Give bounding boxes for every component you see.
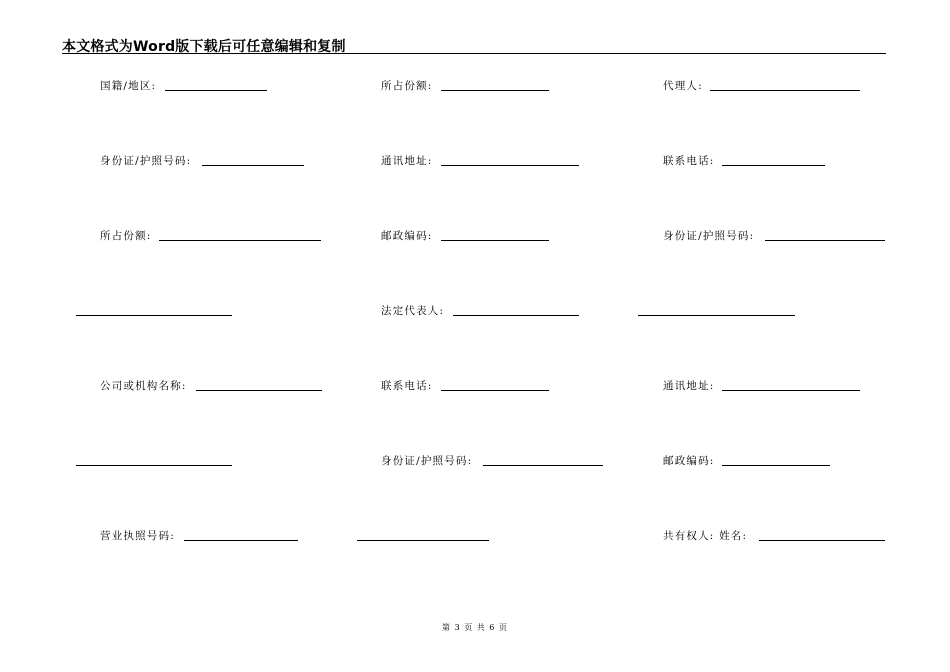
co-owner-name-blank — [759, 540, 885, 541]
co-owner-field — [663, 529, 747, 543]
postcode-label-1: 邮政编码: — [381, 230, 433, 242]
company-label: 公司或机构名称: — [100, 380, 187, 392]
legal-rep-label: 法定代表人: — [381, 305, 445, 317]
id-passport-blank-1 — [202, 165, 304, 166]
address-field-2 — [663, 379, 715, 393]
id-passport-label-3: 身份证/护照号码: — [381, 455, 473, 467]
postcode-blank-1 — [441, 240, 549, 241]
nationality-field — [100, 79, 156, 93]
id-passport-blank-3 — [483, 465, 603, 466]
share-label-1: 所占份额: — [381, 80, 433, 92]
phone-label-2: 联系电话: — [381, 380, 433, 392]
license-label: 营业执照号码: — [100, 530, 175, 542]
id-passport-label-2: 身份证/护照号码: — [663, 230, 755, 242]
share-field-1 — [381, 79, 433, 93]
company-field — [100, 379, 187, 393]
legal-rep-blank — [453, 315, 579, 316]
share-blank-2 — [159, 240, 321, 241]
postcode-field-2 — [663, 454, 715, 468]
agent-label: 代理人: — [663, 80, 703, 92]
phone-field-1 — [663, 154, 715, 168]
agent-field — [663, 79, 703, 93]
id-passport-field-2 — [663, 229, 754, 243]
id-passport-field-1 — [100, 154, 191, 168]
blank-line-right-1 — [638, 315, 795, 316]
license-field — [100, 529, 175, 543]
co-owner-label: 共有权人: 姓名: — [663, 530, 748, 542]
share-blank-1 — [441, 90, 549, 91]
blank-line-left-2 — [76, 465, 232, 466]
agent-blank — [710, 90, 860, 91]
id-passport-field-3 — [381, 454, 472, 468]
id-passport-blank-2 — [765, 240, 885, 241]
blank-line-middle — [357, 540, 489, 541]
postcode-blank-2 — [722, 465, 830, 466]
phone-label-1: 联系电话: — [663, 155, 715, 167]
company-blank — [196, 390, 322, 391]
nationality-label: 国籍/地区: — [100, 80, 157, 92]
phone-blank-1 — [722, 165, 825, 166]
address-label-2: 通讯地址: — [663, 380, 715, 392]
address-blank-1 — [441, 165, 579, 166]
legal-rep-field — [381, 304, 444, 318]
phone-blank-2 — [441, 390, 549, 391]
page-footer: 第 3 页 共 6 页 — [442, 623, 508, 632]
nationality-blank — [165, 90, 267, 91]
postcode-label-2: 邮政编码: — [663, 455, 715, 467]
postcode-field-1 — [381, 229, 433, 243]
address-blank-2 — [722, 390, 860, 391]
header-rule — [62, 53, 886, 54]
address-field-1 — [381, 154, 433, 168]
share-label-2: 所占份额: — [100, 230, 152, 242]
header-title: 本文格式为Word版下载后可任意编辑和复制 — [62, 39, 346, 55]
share-field-2 — [100, 229, 152, 243]
license-blank — [184, 540, 298, 541]
id-passport-label-1: 身份证/护照号码: — [100, 155, 192, 167]
address-label-1: 通讯地址: — [381, 155, 433, 167]
phone-field-2 — [381, 379, 433, 393]
blank-line-left-1 — [76, 315, 232, 316]
